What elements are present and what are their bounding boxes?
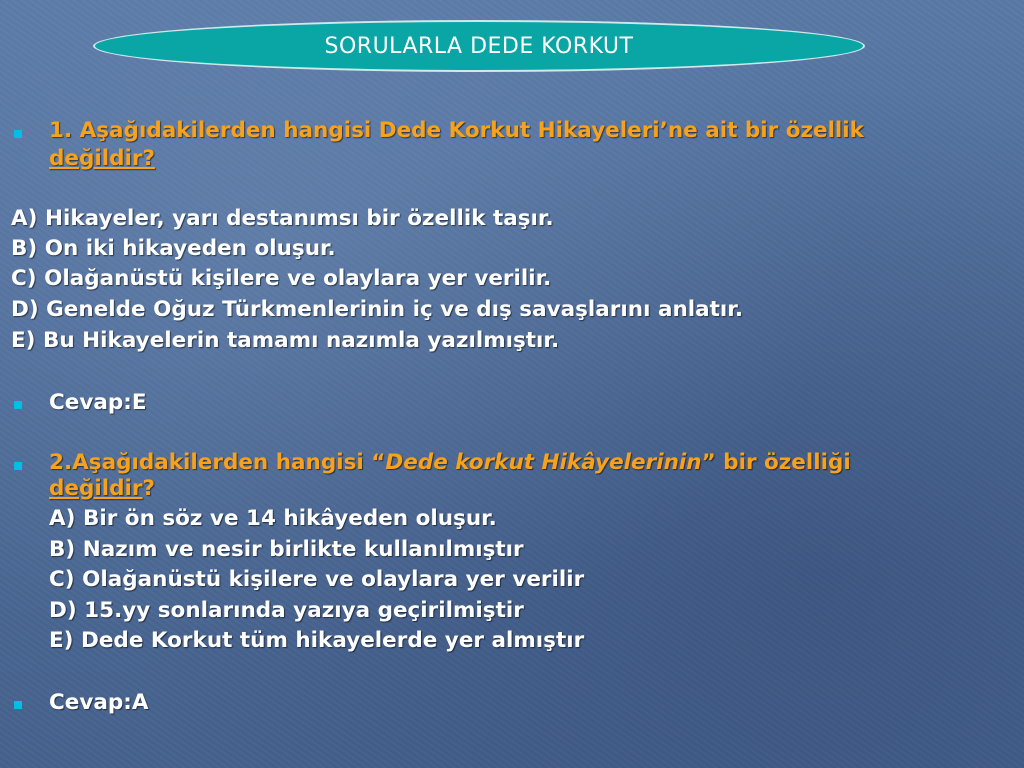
question-2-negation-line: [49, 475, 155, 503]
square-bullet-icon: [14, 701, 22, 709]
q1-option-d: D) Genelde Oğuz Türkmenlerinin iç ve dış savaşlarını anlatır.: [11, 297, 743, 322]
square-bullet-icon: [14, 130, 22, 138]
question-1-negation: değildir?: [49, 146, 155, 171]
q2-option-e: E) Dede Korkut tüm hikayelerde yer almıştır: [49, 628, 585, 653]
q2-option-c: C) Olağanüstü kişilere ve olaylara yer verilir: [49, 567, 585, 592]
q1-answer: Cevap:E: [49, 390, 147, 415]
q2-option-d: D) 15.yy sonlarında yazıya geçirilmiştir: [49, 598, 524, 623]
question-2-text: [49, 449, 851, 477]
question-1-text: 1. Aşağıdakilerden hangisi Dede Korkut Hikayeleri’ne ait bir özellik: [49, 118, 864, 143]
q1-option-e: E) Bu Hikayelerin tamamı nazımla yazılmıştır.: [11, 328, 560, 353]
q2-option-b: B) Nazım ve nesir birlikte kullanılmıştır: [49, 537, 524, 562]
square-bullet-icon: [14, 462, 22, 470]
q2-option-a: A) Bir ön söz ve 14 hikâyeden oluşur.: [49, 506, 497, 531]
square-bullet-icon: [14, 401, 22, 409]
slide-title: SORULARLA DEDE KORKUT: [324, 33, 634, 59]
q1-option-a: A) Hikayeler, yarı destanımsı bir özellik taşır.: [11, 206, 554, 231]
q1-option-c: C) Olağanüstü kişilere ve olaylara yer verilir.: [11, 266, 552, 291]
question-2-suffix: ” bir özelliği: [701, 450, 851, 475]
q1-option-b: B) On iki hikayeden oluşur.: [11, 236, 336, 261]
q2-answer: Cevap:A: [49, 690, 149, 715]
question-2-italic-title: Dede korkut Hikâyelerinin: [385, 450, 702, 475]
question-2-prefix: 2.Aşağıdakilerden hangisi “: [49, 450, 386, 475]
question-2-negation: değildir: [49, 476, 143, 501]
question-2-question-mark: ?: [142, 476, 155, 501]
title-banner: [93, 20, 865, 72]
